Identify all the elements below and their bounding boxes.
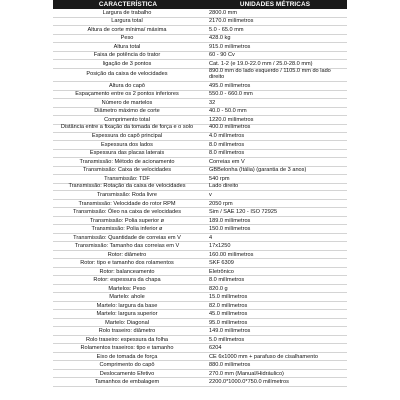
spec-value: 400.0 milímetros: [203, 124, 347, 132]
spec-label: Diâmetro máximo de corte: [53, 107, 203, 116]
spec-value: Lado direito: [203, 183, 347, 191]
table-row: [53, 284, 347, 293]
spec-value: 60 - 90 Cv: [203, 51, 347, 60]
spec-label: Altura de corte mínima/ máxima: [53, 26, 203, 35]
spec-value: GBBelonha (Itália) (garantia de 3 anos): [203, 166, 347, 175]
table-row: [53, 216, 347, 225]
spec-label: Posição da caixa de velocidades: [53, 68, 203, 82]
spec-value: 95.0 milímetros: [203, 318, 347, 327]
spec-value: 1220.0 milímetros: [203, 116, 347, 125]
spec-value: 2200.0*1000.0*750.0 milímetros: [203, 378, 347, 387]
spec-table-header: [53, 0, 347, 9]
spec-value: 5.0 milímetros: [203, 335, 347, 344]
spec-value: 820.0 g: [203, 284, 347, 293]
table-row: [53, 183, 347, 191]
spec-label: Espaçamento entre os 2 pontos inferiores: [53, 90, 203, 99]
spec-label: Transmissão: Polia inferior ø: [53, 225, 203, 234]
spec-table: [53, 0, 347, 387]
spec-label: Transmissão: Óleo na caixa de velocidades: [53, 208, 203, 217]
table-row: [53, 293, 347, 302]
table-row: [53, 43, 347, 52]
spec-value: v: [203, 191, 347, 200]
spec-label: Rolo traseiro: espessura da folha: [53, 335, 203, 344]
spec-label: Espessura das placas laterais: [53, 149, 203, 158]
spec-value: 4.0 milímetros: [203, 132, 347, 141]
spec-label: Comprimento do capô: [53, 361, 203, 370]
spec-value: 189.0 milímetros: [203, 216, 347, 225]
spec-label: Largura total: [53, 17, 203, 26]
spec-value: 8.0 milímetros: [203, 276, 347, 285]
table-row: [53, 233, 347, 242]
table-row: [53, 141, 347, 150]
table-row: [53, 116, 347, 125]
table-row: [53, 301, 347, 310]
table-row: [53, 82, 347, 91]
table-row: [53, 175, 347, 184]
spec-label: Transmissão: Método de acionamento: [53, 158, 203, 167]
spec-label: Transmissão: TDF: [53, 175, 203, 184]
table-row: [53, 60, 347, 69]
spec-label: Tamanhos de embalagem: [53, 378, 203, 387]
spec-value: Sim / SAE 120 - ISO 72925: [203, 208, 347, 217]
table-row: [53, 68, 347, 82]
table-row: [53, 225, 347, 234]
spec-value: 40.0 - 50.0 mm: [203, 107, 347, 116]
spec-value: 2800.0 mm: [203, 9, 347, 17]
spec-value: 5.0 - 65.0 mm: [203, 26, 347, 35]
table-row: [53, 132, 347, 141]
header-characteristic: CARACTERÍSTICA: [53, 0, 203, 9]
spec-label: Faixa de potência do trator: [53, 51, 203, 60]
table-row: [53, 51, 347, 60]
spec-label: Transmissão: Tamanho das correias em V: [53, 242, 203, 251]
spec-label: Rotor: espessura da chapa: [53, 276, 203, 285]
table-row: [53, 352, 347, 361]
spec-value: 82.0 milímetros: [203, 301, 347, 310]
spec-label: Transmissão: Velocidade do rotor RPM: [53, 199, 203, 208]
spec-value: 540 rpm: [203, 175, 347, 184]
table-row: [53, 250, 347, 259]
spec-value: 2170.0 milímetros: [203, 17, 347, 26]
spec-label: Altura total: [53, 43, 203, 52]
spec-label: Martelo: largura da base: [53, 301, 203, 310]
spec-label: Transmissão: Caixa de velocidades: [53, 166, 203, 175]
spec-label: Rotor: balanceamento: [53, 267, 203, 276]
table-row: [53, 34, 347, 43]
spec-label: Deslocamento Efetivo: [53, 369, 203, 378]
spec-value: 8.0 milímetros: [203, 149, 347, 158]
spec-value: 2050 rpm: [203, 199, 347, 208]
spec-value: 15.0 milímetros: [203, 293, 347, 302]
table-row: [53, 26, 347, 35]
spec-label: Distância entre a fixação da tomada de força e o solo: [53, 124, 203, 132]
spec-label: Transmissão: Rotação da caixa de velocidades: [53, 183, 203, 191]
spec-value: 17x1250: [203, 242, 347, 251]
table-row: [53, 90, 347, 99]
table-row: [53, 242, 347, 251]
spec-label: Transmissão: Quantidade de correias em V: [53, 233, 203, 242]
table-row: [53, 199, 347, 208]
table-row: [53, 369, 347, 378]
table-row: [53, 17, 347, 26]
spec-value: 890.0 mm do lado esquerdo / 1105.0 mm do lado direito: [203, 68, 347, 82]
spec-label: Martelo: Diagonal: [53, 318, 203, 327]
spec-value: 4: [203, 233, 347, 242]
spec-value: 880.0 milímetros: [203, 361, 347, 370]
spec-value: Eletrônico: [203, 267, 347, 276]
table-row: [53, 335, 347, 344]
table-row: [53, 208, 347, 217]
spec-label: Peso: [53, 34, 203, 43]
spec-label: Rotor: diâmetro: [53, 250, 203, 259]
spec-value: 8.0 milímetros: [203, 141, 347, 150]
table-row: [53, 267, 347, 276]
spec-label: Eixo de tomada de força: [53, 352, 203, 361]
spec-label: Martelos: Peso: [53, 284, 203, 293]
spec-value: 495.0 milímetros: [203, 82, 347, 91]
spec-value: 149.0 milímetros: [203, 327, 347, 336]
table-row: [53, 191, 347, 200]
table-row: [53, 149, 347, 158]
spec-label: Transmissão: Polia superior ø: [53, 216, 203, 225]
spec-value: 6204: [203, 344, 347, 353]
table-row: [53, 9, 347, 17]
spec-value: Correias em V: [203, 158, 347, 167]
spec-value: 32: [203, 99, 347, 108]
spec-label: Comprimento total: [53, 116, 203, 125]
table-row: [53, 327, 347, 336]
spec-label: Largura de trabalho: [53, 9, 203, 17]
table-row: [53, 124, 347, 132]
spec-label: Martelo: largura superior: [53, 310, 203, 319]
spec-label: Número de martelos: [53, 99, 203, 108]
table-row: [53, 310, 347, 319]
table-row: [53, 259, 347, 268]
table-row: [53, 361, 347, 370]
table-row: [53, 276, 347, 285]
table-row: [53, 166, 347, 175]
spec-value: 150.0 milímetros: [203, 225, 347, 234]
spec-label: Altura do capô: [53, 82, 203, 91]
spec-label: ligação de 3 pontos: [53, 60, 203, 69]
spec-value: 550.0 - 660.0 mm: [203, 90, 347, 99]
spec-value: 45.0 milímetros: [203, 310, 347, 319]
table-row: [53, 378, 347, 387]
table-row: [53, 158, 347, 167]
spec-value: 160.00 milímetros: [203, 250, 347, 259]
spec-value: SKF 6309: [203, 259, 347, 268]
header-metric-units: UNIDADES MÉTRICAS: [203, 0, 347, 9]
table-row: [53, 344, 347, 353]
spec-value: 428.0 kg: [203, 34, 347, 43]
table-row: [53, 107, 347, 116]
header-row: [53, 0, 347, 9]
spec-label: Martelo: ahole: [53, 293, 203, 302]
spec-table-body: [53, 9, 347, 386]
spec-value: CE 6x1000 mm + parafuso de cisalhamento: [203, 352, 347, 361]
spec-sheet: [53, 0, 347, 387]
spec-value: 915.0 milímetros: [203, 43, 347, 52]
table-row: [53, 99, 347, 108]
spec-value: Cat. 1-2 (e 19.0-22.0 mm / 25.0-28.0 mm): [203, 60, 347, 69]
spec-value: 270.0 mm (Manual/Hidráulico): [203, 369, 347, 378]
spec-label: Rolamentos traseiros: tipo e tamanho: [53, 344, 203, 353]
spec-label: Espessura dos lados: [53, 141, 203, 150]
table-row: [53, 318, 347, 327]
spec-label: Espessura do capô principal: [53, 132, 203, 141]
spec-label: Rotor: tipo e tamanho dos rolamentos: [53, 259, 203, 268]
spec-label: Transmissão: Roda livre: [53, 191, 203, 200]
spec-label: Rolo traseiro: diâmetro: [53, 327, 203, 336]
